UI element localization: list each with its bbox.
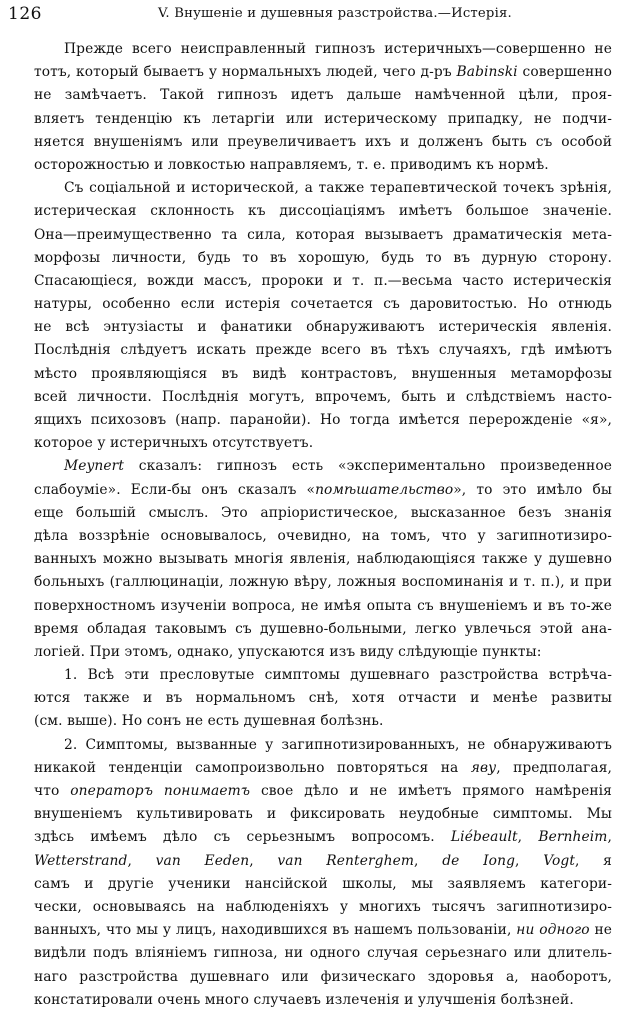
text-line: не замѣчаетъ. Такой гипнозъ идетъ дальше намѣченной цѣли, проя- xyxy=(34,87,612,104)
text-line: натуры, особенно если истерія сочетается съ даровитостью. Но отнюдь xyxy=(34,296,612,313)
text-line: видѣли подъ вліяніемъ гипноза, ни одного случая серьезнаго или длитель- xyxy=(34,945,612,962)
text-line: осторожностью и ловкостью направляемъ, т. е. приводимъ къ нормѣ. xyxy=(34,156,549,173)
italic-name: Vogt xyxy=(543,852,575,869)
text-line: 2. Симптомы, вызванные у загипнотизированныхъ, не обнаруживаютъ xyxy=(64,736,612,753)
text-line: всей личности. Послѣднія могутъ, впрочемъ, быть и слѣдствіемъ насто- xyxy=(34,388,612,405)
italic-name: de Iong xyxy=(442,852,515,869)
text-line: наго разстройства душевнаго или физическаго здоровья а, наоборотъ, xyxy=(34,968,612,985)
text-line: дѣла воззрѣніе основывалось, очевидно, на томъ, что у загипнотизиро- xyxy=(34,527,612,544)
text-line: 1. Всѣ эти пресловутые симптомы душевнаго разстройства встрѣча- xyxy=(64,667,612,684)
text-line: вляетъ тенденцію къ летаргіи или истерическому припадку, не подчи- xyxy=(34,110,612,127)
italic-text: помѣшательство xyxy=(315,481,454,498)
text-line: Послѣднія слѣдуетъ искать прежде всего въ тѣхъ случаяхъ, гдѣ имѣютъ xyxy=(34,342,612,359)
text-line: констатировали очень много случаевъ излеченія и улучшенія болѣзней. xyxy=(34,991,574,1008)
text-line: еще большій смыслъ. Это апріористическое, высказанное безъ знанія xyxy=(34,504,612,521)
italic-name: van Renterghem xyxy=(277,852,415,869)
text-line: что операторъ понимаетъ свое дѣло и не имѣетъ прямого намѣренія xyxy=(34,783,612,799)
text-line: Прежде всего неисправленный гипнозъ истеричныхъ—совершенно не xyxy=(64,41,612,57)
text-line: поверхностномъ изученіи вопроса, не имѣя опыта съ внушеніемъ и въ то-же xyxy=(34,597,612,614)
page-number: 126 xyxy=(8,4,42,24)
text-line: внушеніемъ культивировать и фиксировать неудобные симптомы. Мы xyxy=(34,806,612,823)
text-line: истерическая склонность къ диссоціаціямъ имѣетъ большое значеніе. xyxy=(34,203,612,220)
text-line: которое у истеричныхъ отсутствуетъ. xyxy=(34,435,314,452)
text-line: ящихъ психозовъ (напр. паранойи). Но тогда имѣется перерожденіе «я», xyxy=(34,412,612,428)
text-line: не всѣ энтузіасты и фанатики обнаруживаютъ истерическія явленія. xyxy=(34,319,612,336)
running-head: V. Внушеніе и душевныя разстройства.—Истерія. xyxy=(158,6,512,21)
text-line: Meynert сказалъ: гипнозъ есть «экспериментально произведенное xyxy=(64,458,612,475)
text-line: слабоуміе». Если-бы онъ сказалъ «помѣшательство», то это имѣло бы xyxy=(34,481,612,498)
text-line: тотъ, который бываетъ у нормальныхъ людей, чего д-ръ Babinski совершенно xyxy=(34,64,612,81)
page-header xyxy=(8,4,612,28)
text-line: (см. выше). Но сонъ не есть душевная болѣзнь. xyxy=(34,713,384,730)
italic-name: van Eeden xyxy=(155,852,250,869)
italic-text: операторъ понимаетъ xyxy=(70,783,251,799)
text-line: логіей. При этомъ, однако, упускаются изъ виду слѣдующіе пункты: xyxy=(34,643,542,660)
text-line: здѣсь имѣемъ дѣло съ серьезнымъ вопросомъ. Liébeault, Bernheim, xyxy=(34,829,612,846)
text-line: Wetterstrand, van Eeden, van Renterghem, de Iong, Vogt, я xyxy=(34,852,612,869)
italic-text: яву xyxy=(470,759,497,776)
text-line: няется внушеніямъ или преувеличиваетъ ихъ и долженъ быть съ особой xyxy=(34,133,612,150)
text-line: время обладая таковымъ съ душевно-больными, легко увлечься этой ана- xyxy=(34,620,612,637)
text-line: самъ и другіе ученики нансійской школы, мы заявляемъ категори- xyxy=(34,875,612,892)
text-line: ванныхъ, что мы у лицъ, находившихся въ нашемъ пользованіи, ни одного не xyxy=(34,922,613,939)
body-text xyxy=(34,38,612,1012)
italic-text: Meynert xyxy=(64,458,124,475)
italic-name: Bernheim xyxy=(538,829,608,846)
text-line: ванныхъ можно вызывать многія явленія, наблюдающіяся также у душевно xyxy=(34,551,612,568)
text-line: морфозы личности, будь то въ хорошую, будь то въ дурную сторону. xyxy=(34,249,612,266)
italic-text: Babinski xyxy=(456,64,518,81)
text-line: Съ соціальной и исторической, а также терапевтической точекъ зрѣнія, xyxy=(64,180,612,197)
text-line: больныхъ (галлюцинаціи, ложную вѣру, ложныя воспоминанія и т. п.), и при xyxy=(34,574,612,591)
text-line: Спасающіеся, вожди массъ, пророки и т. п.—весьма часто истерическія xyxy=(34,272,612,289)
text-line: мѣсто проявляющіяся въ видѣ контрастовъ, внушенныя метаморфозы xyxy=(34,365,612,382)
text-line: Она—преимущественно та сила, которая вызываетъ драматическія мета- xyxy=(34,226,612,243)
italic-text: ни одного xyxy=(516,922,590,939)
text-line: никакой тенденціи самопроизвольно повторяться на яву, предполагая, xyxy=(34,759,612,776)
text-line: чески, основываясь на наблюденіяхъ у многихъ тысячъ загипнотизиро- xyxy=(34,898,612,915)
italic-name: Wetterstrand xyxy=(34,852,128,869)
italic-name: Liébeault xyxy=(450,829,518,846)
text-line: ются также и въ нормальномъ снѣ, хотя отчасти и менѣе развиты xyxy=(34,690,612,707)
